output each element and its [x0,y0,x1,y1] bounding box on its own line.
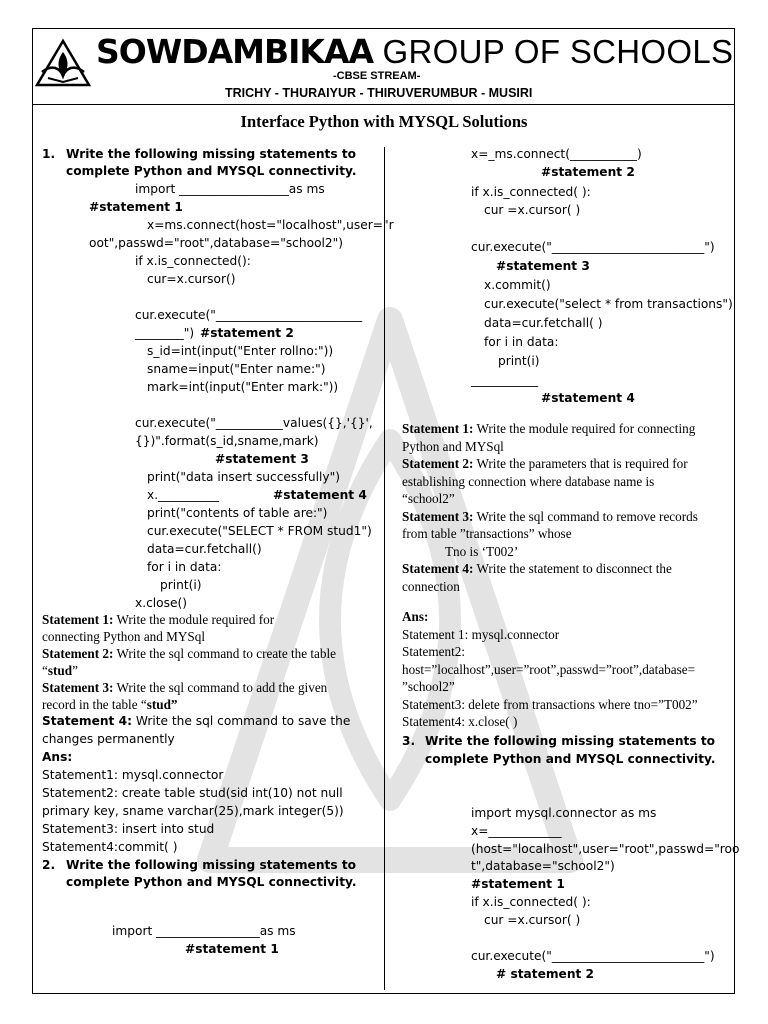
statement-3-cont: Tno is ‘T002’ [445,544,519,559]
q1-code: {})".format(s_id,sname,mark) [135,434,319,448]
statement-4 [402,560,672,577]
code-line: cur.execute("_________________________") [471,240,715,254]
statement-label: Statement 3: [402,509,474,524]
q3-code: t",database="school2") [471,859,615,873]
statement-3-cont [42,696,178,713]
statement-2 [402,455,688,472]
column-divider [384,147,385,990]
statement-text: Write the sql command to save the [131,714,351,728]
quote: ” [72,663,78,678]
statement-1-cont: Python and MYSql [402,439,504,454]
brand-bold: SOWDAMBIKAA [96,32,374,71]
answer-line: Statement3: insert into stud [42,822,215,836]
q1-code: #statement 1 [89,200,183,214]
q1-code: x.__________ [147,488,220,502]
q1-code: print("contents of table are:") [147,506,328,520]
q1-code: s_id=int(input("Enter rollno:")) [147,344,334,358]
q1-code: #statement 3 [215,452,309,466]
cbse-stream: -CBSE STREAM- [333,70,421,82]
q2-code: import _________________as ms [112,924,296,938]
statement-4-cont: connection [402,579,460,594]
statement-2-cont: establishing connection where database name is [402,474,655,489]
statement-text: Write the module required for [113,612,275,627]
header-rule [32,104,735,105]
q1-line1: Write the following missing statements to [66,147,357,161]
q3-number: 3. [402,734,416,748]
school-logo [34,38,92,90]
q1-code: for i in data: [147,560,222,574]
q1-code: #statement 4 [273,488,367,502]
brand-rest: GROUP OF SCHOOLS [382,33,734,70]
statement-label: Statement 1: [42,612,114,627]
code-line: #statement 2 [541,165,635,179]
q1-code: import __________________as ms [135,182,325,196]
statement-2 [42,645,336,662]
statement-label: Statement 4: [42,714,132,728]
code-line: cur =x.cursor( ) [484,203,581,217]
statement-2-cont [42,662,78,679]
statement-3 [42,679,327,696]
statement-label: Statement 2: [42,646,114,661]
statement-label: Statement 1: [402,421,474,436]
q1-code: oot",passwd="root",database="school2") [89,236,344,250]
code-line: x=_ms.connect(___________) [471,147,642,161]
code-line: #statement 4 [541,391,635,405]
answer-heading: Ans: [42,750,73,764]
answer-line: Statement 1: mysql.connector [402,627,560,642]
statement-3 [402,508,698,525]
answer-line: host=”localhost”,user=”root”,passwd=”root”,database= [402,662,696,677]
statement-2-cont: “school2” [402,491,455,506]
q1-code: cur.execute("___________values({},'{}', [135,416,373,430]
answer-line: Statement4:commit( ) [42,840,178,854]
statement-4 [42,713,350,730]
q1-code: cur.execute("SELECT * FROM stud1") [147,524,372,538]
table-name: stud [47,663,73,678]
statement-text: Write the sql command to add the given [113,680,328,695]
statement-text: Write the module required for connecting [473,421,696,436]
q1-code: data=cur.fetchall() [147,542,262,556]
answer-line: Statement1: mysql.connector [42,768,224,782]
answer-heading: Ans: [402,609,429,624]
q1-code: mark=int(input("Enter mark:")) [147,380,339,394]
table-name: stud” [146,697,178,712]
q2-line2: complete Python and MYSQL connectivity. [66,875,357,889]
statement-4-cont: changes permanently [42,732,175,746]
q1-code: x=ms.connect(host="localhost",user="r [147,218,394,232]
answer-line: primary key, sname varchar(25),mark integer(5)) [42,804,344,818]
statement-text: Write the parameters that is required for [473,456,688,471]
answer-line: ”school2” [402,679,455,694]
q1-line2: complete Python and MYSQL connectivity. [66,164,357,178]
q1-code: print("data insert successfully") [147,470,340,484]
statement-1-cont: connecting Python and MYSql [42,629,206,644]
code-line: ___________ [471,373,539,387]
statement-label: Statement 4: [402,561,474,576]
answer-line: Statement2: [402,644,465,659]
q2-code: #statement 1 [185,942,279,956]
q1-code: #statement 2 [200,326,294,340]
q1-code: x.close() [135,596,187,610]
q1-code: print(i) [160,578,202,592]
page-title: Interface Python with MYSQL Solutions [240,112,528,131]
code-line: #statement 3 [496,259,590,273]
q3-code: if x.is_connected( ): [471,895,591,909]
statement-3-cont: from table ”transactions” whose [402,526,572,541]
statement-label: Statement 2: [402,456,474,471]
q3-code: cur =x.cursor( ) [484,913,581,927]
q3-code: # statement 2 [496,967,595,981]
q3-code: cur.execute("_________________________") [471,949,715,963]
statement-text: Write the sql command to create the table [113,646,337,661]
q3-code: #statement 1 [471,877,565,891]
statement-1 [42,611,274,628]
statement-1 [402,420,695,437]
q3-line2: complete Python and MYSQL connectivity. [425,752,716,766]
code-line: if x.is_connected( ): [471,185,591,199]
code-line: x.commit() [484,278,551,292]
statement-text: Write the sql command to remove records [473,509,698,524]
q3-code: import mysql.connector as ms [471,806,657,820]
answer-line: Statement2: create table stud(sid int(10) not null [42,786,343,800]
q1-code: sname=input("Enter name:") [147,362,326,376]
school-name [96,32,733,71]
q2-line1: Write the following missing statements to [66,858,357,872]
code-line: cur.execute("select * from transactions") [484,297,733,311]
q2-number: 2. [42,858,56,872]
q1-code: cur.execute("________________________ [135,308,363,322]
locations: TRICHY - THURAIYUR - THIRUVERUMBUR - MUSIRI [225,86,533,100]
quote: “ [42,663,48,678]
q3-line1: Write the following missing statements to [425,734,716,748]
q1-code: if x.is_connected(): [135,254,251,268]
statement-text: record in the table “ [42,697,147,712]
statement-label: Statement 3: [42,680,114,695]
code-line: for i in data: [484,335,559,349]
q3-code: (host="localhost",user="root",passwd="roo [471,842,740,856]
answer-line: Statement3: delete from transactions where tno=”T002” [402,697,698,712]
q1-code: ________") [135,326,195,340]
code-line: print(i) [498,354,540,368]
code-line: data=cur.fetchall( ) [484,316,603,330]
q1-code: cur=x.cursor() [147,272,236,286]
q3-code: x=____________ [471,824,562,838]
q1-number: 1. [42,147,56,161]
answer-line: Statement4: x.close( ) [402,714,518,729]
statement-text: Write the statement to disconnect the [473,561,672,576]
